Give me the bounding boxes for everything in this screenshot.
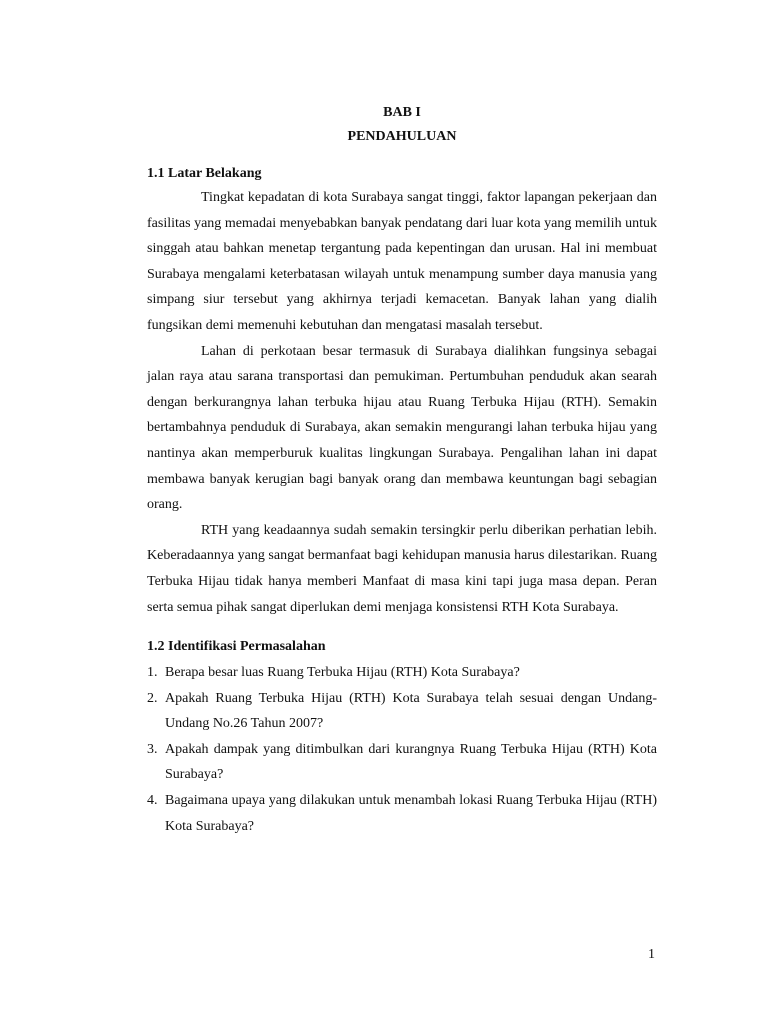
chapter-number: BAB I [383, 105, 421, 120]
list-item [147, 737, 657, 788]
chapter-title: PENDAHULUAN [347, 129, 457, 144]
list-item [147, 686, 657, 737]
list-item [147, 788, 657, 839]
paragraph-3: RTH yang keadaannya sudah semakin tersingkir perlu diberikan perhatian lebih. Keberadaannya yang sangat bermanfaat bagi kehidupan manusia harus dilestarikan. Ruang Terbuka Hijau tidak hanya memberi Manfaat di masa kini tapi juga masa depan. Peran serta semua pihak sangat diperlukan demi menjaga konsistensi RTH Kota Surabaya. [147, 522, 657, 615]
section-heading-latar-belakang: 1.1 Latar Belakang [147, 166, 262, 181]
page-number: 1 [648, 947, 655, 962]
list-item-text: Berapa besar luas Ruang Terbuka Hijau (RTH) Kota Surabaya? [165, 665, 520, 681]
paragraph-2: Lahan di perkotaan besar termasuk di Surabaya dialihkan fungsinya sebagai jalan raya atau sarana transportasi dan pemukiman. Pertumbuhan penduduk akan searah dengan berkurangnya lahan terbuka hijau atau Ruang Terbuka Hijau (RTH). Semakin bertambahnya penduduk di Surabaya, akan semakin mengurangi lahan terbuka hijau yang nantinya akan memperburuk kualitas lingkungan Surabaya. Pengalihan lahan ini dapat membawa banyak kerugian bagi banyak orang dan membawa keuntungan bagi sebagian orang. [147, 343, 657, 513]
list-item-number: 3. [147, 741, 158, 757]
list-item-text: Apakah Ruang Terbuka Hijau (RTH) Kota Surabaya telah sesuai dengan Undang-Undang No.26 Tahun 2007? [165, 690, 657, 732]
list-item-number: 4. [147, 793, 158, 809]
section-heading-identifikasi-permasalahan: 1.2 Identifikasi Permasalahan [147, 639, 326, 655]
paragraph-1: Tingkat kepadatan di kota Surabaya sangat tinggi, faktor lapangan pekerjaan dan fasilitas yang memadai menyebabkan banyak pendatang dari luar kota yang memilih untuk singgah atau bahkan menetap tergantung pada kepentingan dan urusan. Hal ini membuat Surabaya mengalami keterbatasan wilayah untuk menampung sumber daya manusia yang simpang siur tersebut yang akhirnya terjadi kemacetan. Banyak lahan yang dialih fungsikan demi memenuhi kebutuhan dan mengatasi masalah tersebut. [147, 190, 657, 333]
page-content [147, 103, 657, 839]
list-item-text: Bagaimana upaya yang dilakukan untuk menambah lokasi Ruang Terbuka Hijau (RTH) Kota Surabaya? [165, 793, 657, 834]
problem-list [147, 660, 657, 839]
list-item [147, 660, 657, 686]
list-item-number: 2. [147, 690, 158, 706]
list-item-text: Apakah dampak yang ditimbulkan dari kurangnya Ruang Terbuka Hijau (RTH) Kota Surabaya? [165, 741, 657, 783]
list-item-number: 1. [147, 665, 158, 681]
